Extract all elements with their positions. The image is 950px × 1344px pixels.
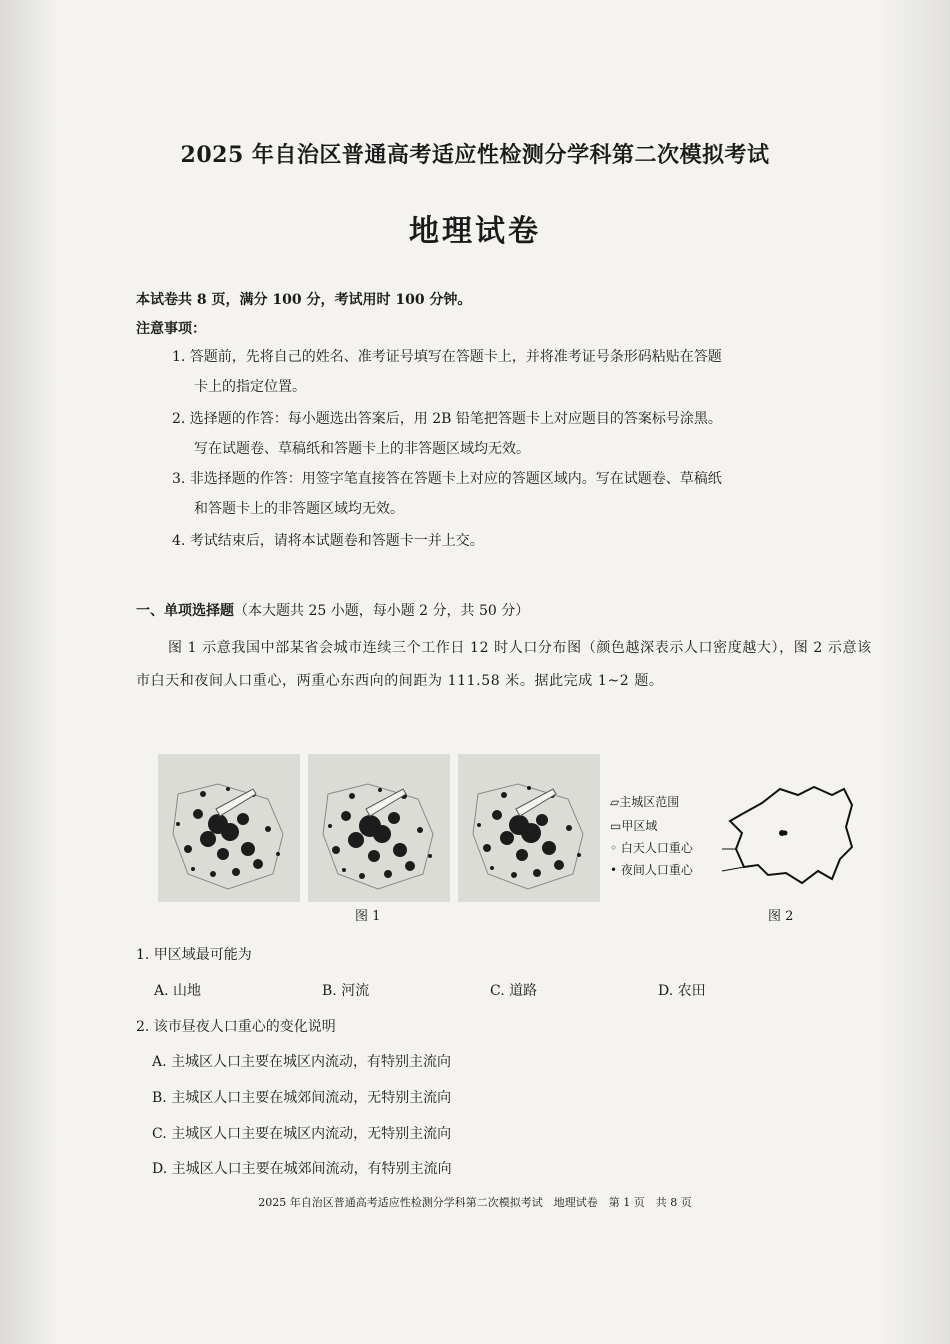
subject-title: 地理试卷 — [409, 214, 541, 249]
notice-item: 1. 答题前，先将自己的姓名、准考证号填写在答题卡上，并将准考证号条形码粘贴在答题 — [172, 349, 722, 365]
legend-night-centroid: • 夜间人口重心 — [610, 863, 693, 877]
legend-day-centroid: ◦ 白天人口重心 — [610, 841, 693, 855]
question-2-option-d[interactable]: D. 主城区人口主要在城郊间流动，有特别主流向 — [152, 1161, 452, 1177]
question-1-option-d[interactable]: D. 农田 — [658, 983, 706, 999]
page-footer: 2025 年自治区普通高考适应性检测分学科第二次模拟考试 地理试卷 第 1 页 共 8 页 — [258, 1196, 692, 1209]
notice-item: 写在试题卷、草稿纸和答题卡上的非答题区域均无效。 — [194, 441, 530, 457]
day-centroid-icon: ◦ — [610, 841, 621, 855]
figure-2 — [610, 775, 860, 895]
notice-item: 卡上的指定位置。 — [194, 379, 306, 395]
figure-1-caption: 图 1 — [355, 909, 381, 924]
question-2-option-c[interactable]: C. 主城区人口主要在城区内流动，无特别主流向 — [152, 1126, 452, 1142]
zone-strip-icon: ▭ — [610, 819, 622, 833]
exam-title: 2025 年自治区普通高考适应性检测分学科第二次模拟考试 — [180, 142, 770, 168]
night-centroid-icon: • — [610, 863, 621, 877]
question-1-option-c[interactable]: C. 道路 — [490, 983, 538, 999]
population-map-day-1 — [158, 754, 300, 902]
question-intro: 图 1 示意我国中部某省会城市连续三个工作日 12 时人口分布图（颜色越深表示人口密度越大），图 2 示意该市白天和夜间人口重心，两重心东西向的间距为 111.58 米。据此完成 1~2 题。 — [136, 640, 872, 689]
figure-2-caption: 图 2 — [768, 909, 794, 924]
question-1-option-b[interactable]: B. 河流 — [322, 983, 370, 999]
section-title: 一、单项选择题 — [136, 603, 234, 619]
population-map-day-3 — [458, 754, 600, 902]
scan-shadow-left — [0, 0, 60, 1344]
notice-item: 2. 选择题的作答：每小题选出答案后，用 2B 铅笔把答题卡上对应题目的答案标号涂黑。 — [172, 411, 722, 427]
notice-item: 3. 非选择题的作答：用签字笔直接答在答题卡上对应的答题区域内。写在试题卷、草稿纸 — [172, 471, 722, 487]
section-heading — [136, 600, 529, 620]
notice-item: 和答题卡上的非答题区域均无效。 — [194, 501, 404, 517]
legend-zone-a: ▭甲区域 — [610, 819, 658, 833]
question-2-option-b[interactable]: B. 主城区人口主要在城郊间流动，无特别主流向 — [152, 1090, 452, 1106]
question-1-option-a[interactable]: A. 山地 — [154, 983, 202, 999]
notice-item: 4. 考试结束后，请将本试题卷和答题卡一并上交。 — [172, 533, 484, 549]
section-note: （本大题共 25 小题，每小题 2 分，共 50 分） — [234, 603, 530, 619]
notice-heading: 注意事项： — [136, 321, 206, 337]
city-boundary-icon: ▱ — [610, 795, 620, 809]
legend-main-city: ▱主城区范围 — [610, 795, 680, 809]
question-1-stem: 1. 甲区域最可能为 — [136, 947, 252, 963]
question-2-stem: 2. 该市昼夜人口重心的变化说明 — [136, 1019, 336, 1035]
scan-shadow-right — [880, 0, 950, 1344]
city-boundary-map — [722, 775, 860, 893]
population-map-day-2 — [308, 754, 450, 902]
figure-1 — [158, 754, 600, 902]
question-2-option-a[interactable]: A. 主城区人口主要在城区内流动，有特别主流向 — [152, 1054, 452, 1070]
exam-info: 本试卷共 8 页，满分 100 分，考试用时 100 分钟。 — [136, 292, 472, 308]
